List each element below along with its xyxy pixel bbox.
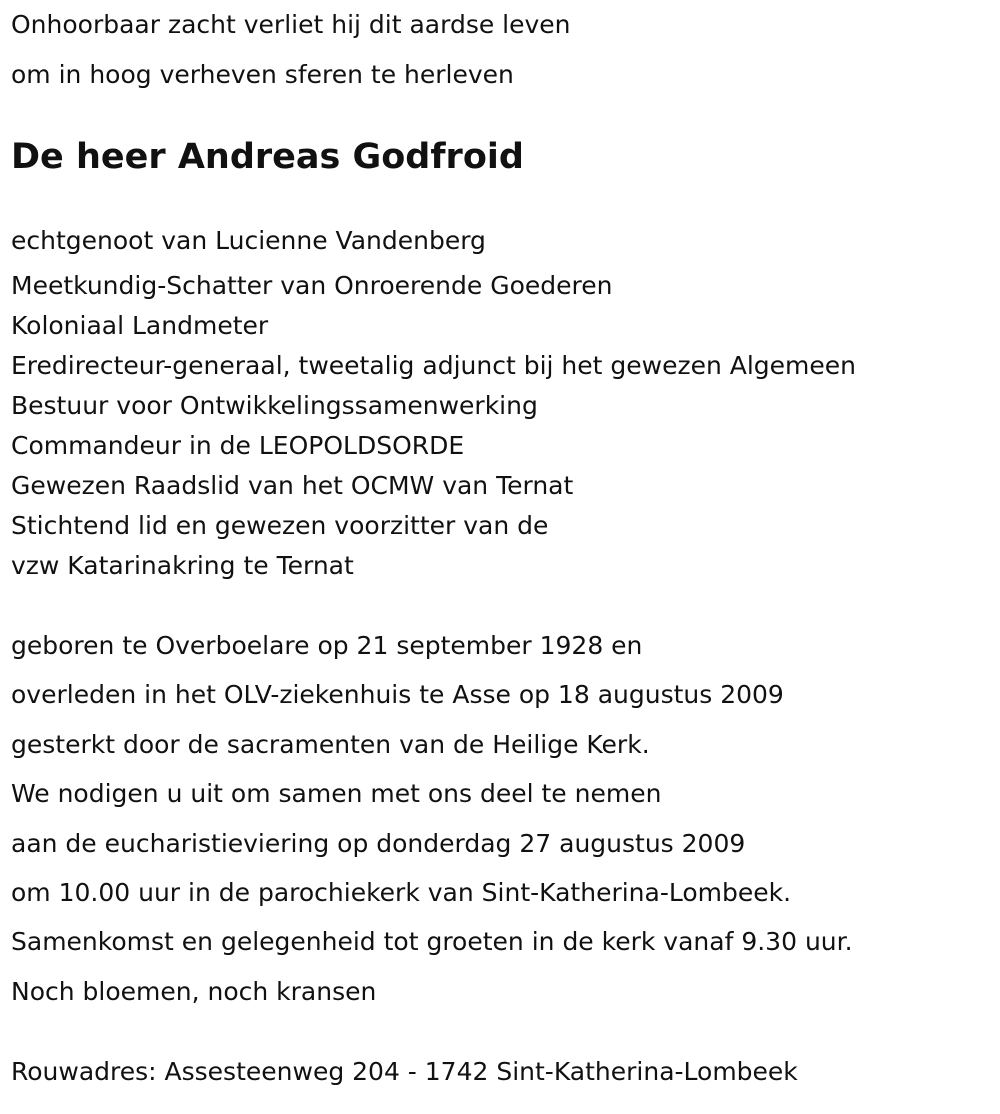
verse-line: om in hoog verheven sferen te herleven [11, 60, 514, 89]
detail-line: aan de eucharistieviering op donderdag 27 augustus 2009 [11, 828, 746, 858]
title-line: vzw Katarinakring te Ternat [11, 551, 354, 580]
detail-line: om 10.00 uur in de parochiekerk van Sint-Katherina-Lombeek. [11, 878, 792, 908]
spouse-line: echtgenoot van Lucienne Vandenberg [11, 226, 486, 255]
mourning-address: Rouwadres: Assesteenweg 204 - 1742 Sint-Katherina-Lombeek [11, 1057, 798, 1087]
deceased-name: De heer Andreas Godfroid [11, 137, 524, 177]
title-line: Stichtend lid en gewezen voorzitter van de [11, 511, 549, 540]
death-notice [11, 0, 986, 1097]
detail-line: Noch bloemen, noch kransen [11, 976, 377, 1006]
verse-line: Onhoorbaar zacht verliet hij dit aardse leven [11, 10, 571, 39]
detail-line: gesterkt door de sacramenten van de Heilige Kerk. [11, 729, 650, 759]
title-line: Koloniaal Landmeter [11, 311, 269, 340]
detail-line: overleden in het OLV-ziekenhuis te Asse op 18 augustus 2009 [11, 680, 784, 710]
title-line: Gewezen Raadslid van het OCMW van Ternat [11, 471, 574, 500]
title-line: Commandeur in de LEOPOLDSORDE [11, 431, 465, 460]
title-line: Meetkundig-Schatter van Onroerende Goederen [11, 271, 613, 300]
title-line: Bestuur voor Ontwikkelingssamenwerking [11, 391, 538, 420]
title-line: Eredirecteur-generaal, tweetalig adjunct bij het gewezen Algemeen [11, 351, 857, 380]
memorial-verse [11, 0, 986, 100]
detail-line: We nodigen u uit om samen met ons deel te nemen [11, 779, 662, 809]
details-block [11, 621, 986, 1016]
titles-list [11, 266, 986, 586]
detail-line: Samenkomst en gelegenheid tot groeten in de kerk vanaf 9.30 uur. [11, 927, 853, 957]
detail-line: geboren te Overboelare op 21 september 1928 en [11, 631, 643, 660]
